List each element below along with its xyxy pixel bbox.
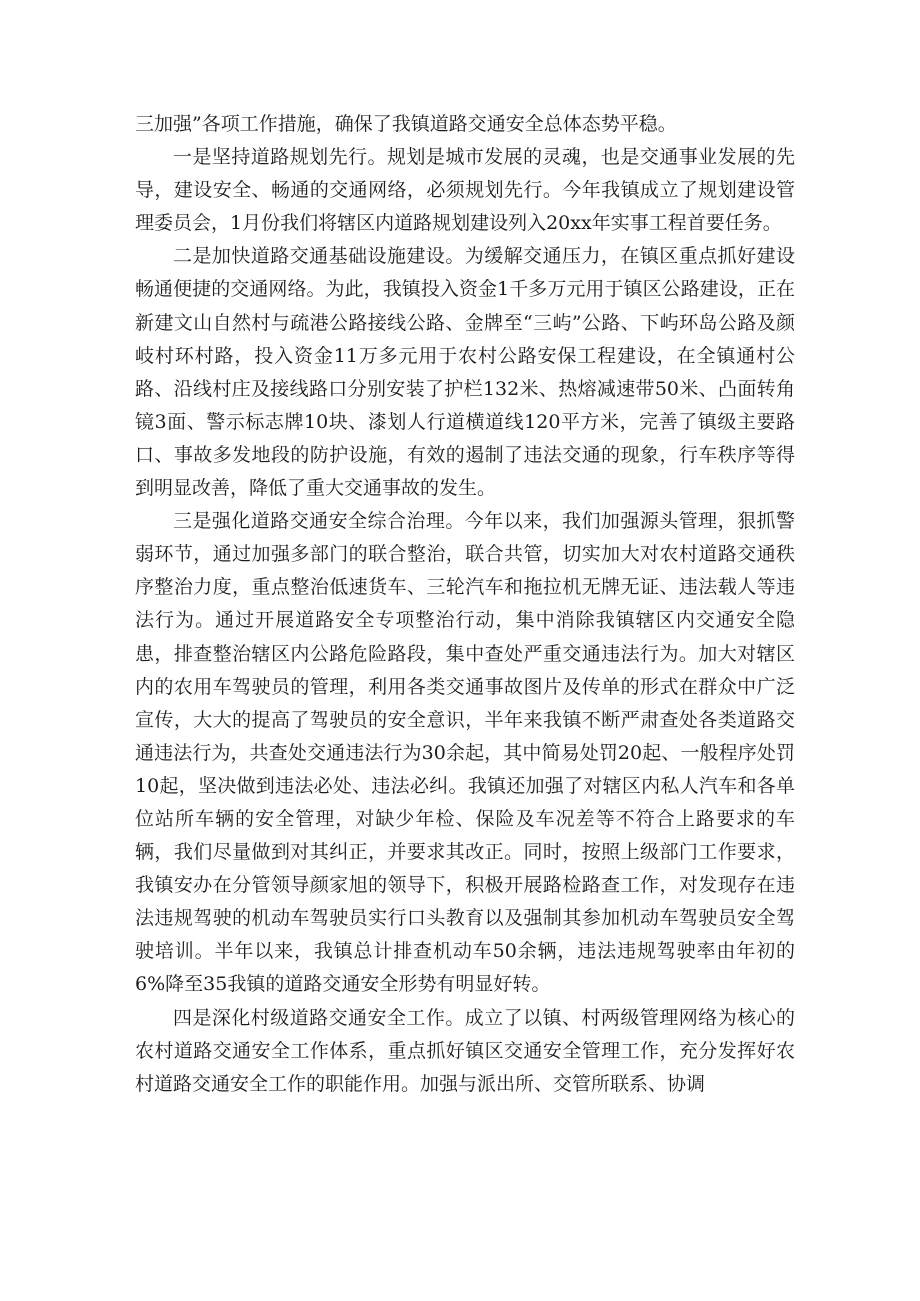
paragraph-village-safety: 四是深化村级道路交通安全工作。成立了以镇、村两级管理网络为核心的农村道路交通安全工作体系，重点抓好镇区交通安全管理工作，充分发挥好农村道路交通安全工作的职能作用。加强与派出所、交管所联系、协调 bbox=[135, 1006, 795, 1095]
paragraph-continuation: 三加强”各项工作措施，确保了我镇道路交通安全总体态势平稳。 bbox=[135, 113, 677, 135]
paragraph-infrastructure: 二是加快道路交通基础设施建设。为缓解交通压力，在镇区重点抓好建设畅通便捷的交通网络。为此，我镇投入资金1千多万元用于镇区公路建设，正在新建文山自然村与疏港公路接线公路、金牌至“三屿”公路、下屿环岛公路及颜岐村环村路，投入资金11万多元用于农村公路安保工程建设，在全镇通村公路、沿线村庄及接线路口分别安装了护栏132米、热熔减速带50米、凸面转角镜3面、警示标志牌10块、漆划人行道横道线120平方米，完善了镇级主要路口、事故多发地段的防护设施，有效的遏制了违法交通的现象，行车秩序等得到明显改善，降低了重大交通事故的发生。 bbox=[135, 245, 795, 500]
document-body bbox=[135, 108, 795, 1101]
paragraph-comprehensive-governance: 三是强化道路交通安全综合治理。今年以来，我们加强源头管理，狠抓警弱环节，通过加强多部门的联合整治，联合共管，切实加大对农村道路交通秩序整治力度，重点整治低速货车、三轮汽车和拖拉机无牌无证、违法载人等违法行为。通过开展道路安全专项整治行动，集中消除我镇辖区内交通安全隐患，排查整治辖区内公路危险路段，集中查处严重交通违法行为。加大对辖区内的农用车驾驶员的管理，利用各类交通事故图片及传单的形式在群众中广泛宣传，大大的提高了驾驶员的安全意识，半年来我镇不断严肃查处各类道路交通违法行为，共查处交通违法行为30余起，其中简易处罚20起、一般程序处罚10起，坚决做到违法必处、违法必纠。我镇还加强了对辖区内私人汽车和各单位站所车辆的安全管理，对缺少年检、保险及车况差等不符合上路要求的车辆，我们尽量做到对其纠正，并要求其改正。同时，按照上级部门工作要求，我镇安办在分管领导颜家旭的领导下，积极开展路检路查工作，对发现存在违法违规驾驶的机动车驾驶员实行口头教育以及强制其参加机动车驾驶员安全驾驶培训。半年以来，我镇总计排查机动车50余辆，违法违规驾驶率由年初的6%降至35我镇的道路交通安全形势有明显好转。 bbox=[135, 510, 795, 996]
paragraph-road-planning: 一是坚持道路规划先行。规划是城市发展的灵魂，也是交通事业发展的先导，建设安全、畅通的交通网络，必须规划先行。今年我镇成立了规划建设管理委员会，1月份我们将辖区内道路规划建设列入20xx年实事工程首要任务。 bbox=[135, 146, 795, 235]
